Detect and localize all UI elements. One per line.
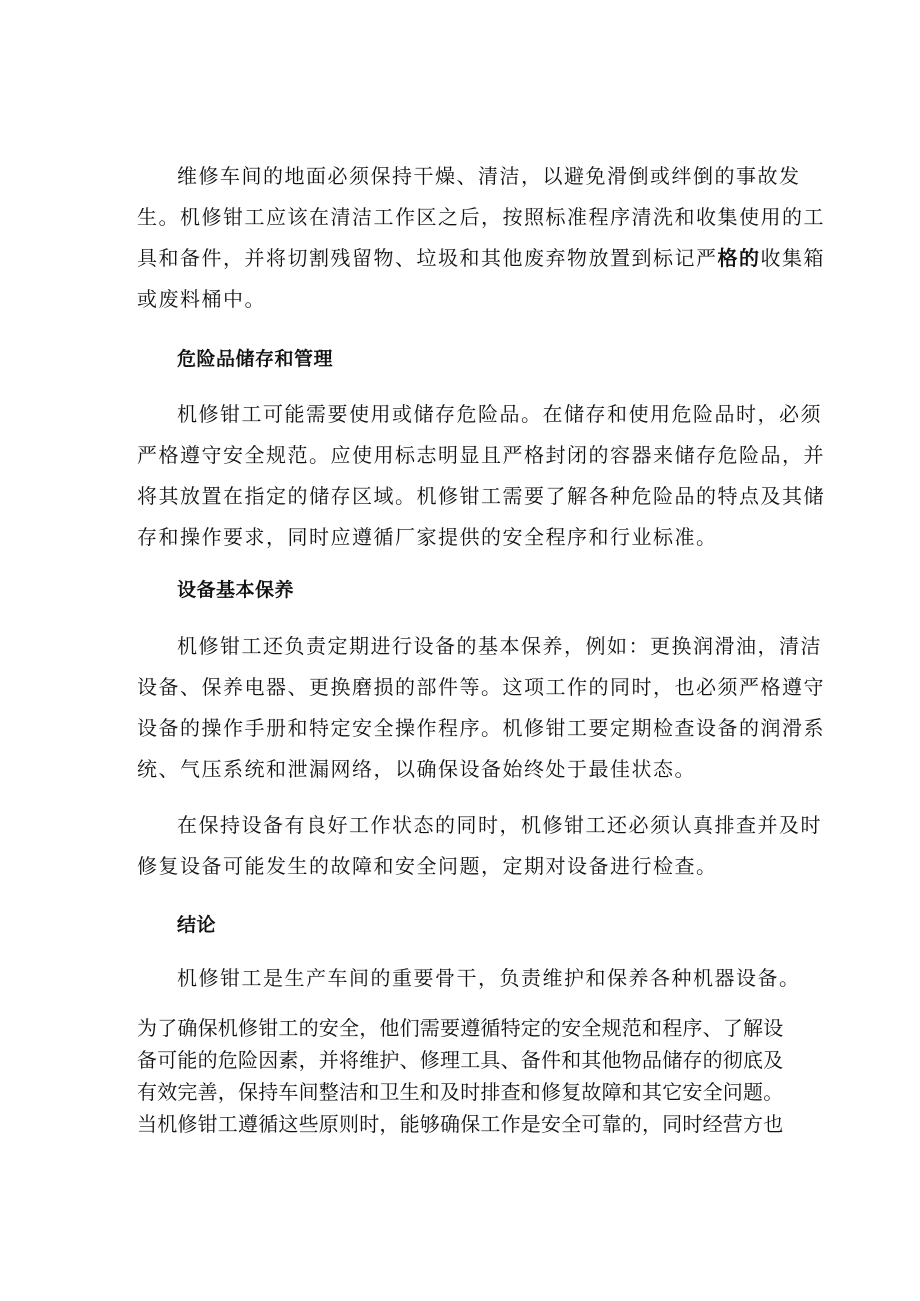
paragraph-line: 机修钳工还负责定期进行设备的基本保养，例如：更换润滑油，清洁 [177, 634, 822, 658]
section-heading: 设备基本保养 [177, 579, 295, 601]
section-heading: 结论 [177, 914, 217, 936]
paragraph-line: 设备、保养电器、更换磨损的部件等。这项工作的同时，也必须严格遵守 [137, 675, 825, 699]
paragraph-line: 有效完善，保持车间整洁和卫生和及时排查和修复故障和其它安全问题。 [137, 1080, 784, 1104]
paragraph-line: 或废料桶中。 [137, 287, 266, 311]
paragraph-line: 为了确保机修钳工的安全，他们需要遵循特定的安全规范和程序、了解设 [137, 1016, 784, 1040]
paragraph-line: 生。机修钳工应该在清洁工作区之后，按照标准程序清洗和收集使用的工 [137, 205, 825, 229]
paragraph-line: 维修车间的地面必须保持干燥、清洁，以避免滑倒或绊倒的事故发 [177, 164, 801, 188]
paragraph-line: 修复设备可能发生的故障和安全问题，定期对设备进行检查。 [137, 854, 718, 878]
text-run: 具和备件，并将切割残留物、垃圾和其他废弃物放置到标记严 [137, 246, 718, 270]
paragraph-line: 在保持设备有良好工作状态的同时，机修钳工还必须认真排查并及时 [177, 813, 822, 837]
paragraph-line: 机修钳工是生产车间的重要骨干，负责维护和保养各种机器设备。 [177, 966, 801, 990]
paragraph-line: 设备的操作手册和特定安全操作程序。机修钳工要定期检查设备的润滑系 [137, 716, 825, 740]
paragraph-line: 当机修钳工遵循这些原则时，能够确保工作是安全可靠的，同时经营方也 [137, 1112, 784, 1136]
bold-text-run: 格的 [717, 246, 761, 270]
paragraph-line: 机修钳工可能需要使用或储存危险品。在储存和使用危险品时，必须 [177, 402, 822, 426]
paragraph-line: 统、气压系统和泄漏网络，以确保设备始终处于最佳状态。 [137, 757, 696, 781]
text-run: 收集箱 [760, 246, 825, 270]
paragraph-line: 严格遵守安全规范。应使用标志明显且严格封闭的容器来储存危险品，并 [137, 443, 825, 467]
paragraph-line: 将其放置在指定的储存区域。机修钳工需要了解各种危险品的特点及其储 [137, 484, 825, 508]
section-heading: 危险品储存和管理 [177, 348, 334, 370]
paragraph-line [137, 245, 825, 271]
paragraph-line: 存和操作要求，同时应遵循厂家提供的安全程序和行业标准。 [137, 525, 718, 549]
paragraph-line: 备可能的危险因素，并将维护、修理工具、备件和其他物品储存的彻底及 [137, 1048, 784, 1072]
